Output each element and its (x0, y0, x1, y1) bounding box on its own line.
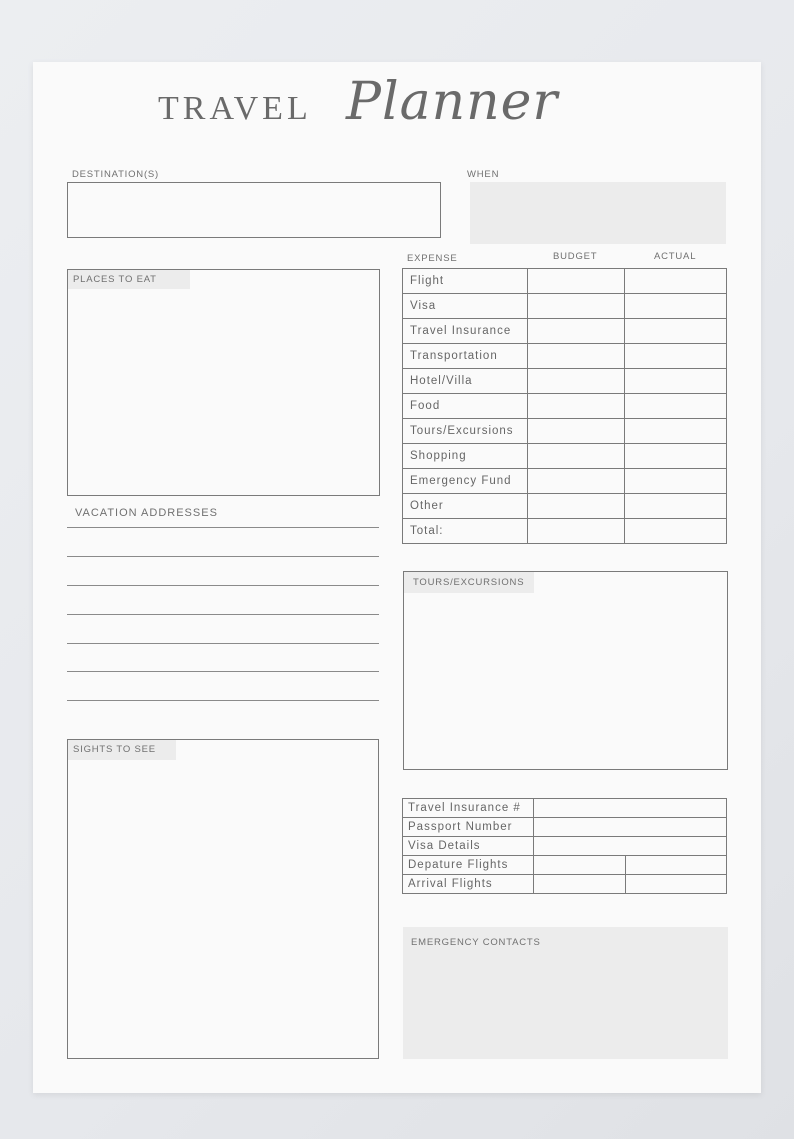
table-row (403, 799, 727, 818)
budget-cell[interactable] (527, 444, 625, 469)
planner-sheet (33, 62, 761, 1093)
destination-label: DESTINATION(S) (72, 169, 160, 180)
actual-cell[interactable] (625, 319, 727, 344)
actual-cell[interactable] (625, 469, 727, 494)
table-row (403, 494, 727, 519)
address-line[interactable] (67, 614, 379, 615)
actual-cell[interactable] (625, 419, 727, 444)
expense-name: Visa (403, 294, 528, 319)
info-label: Arrival Flights (403, 875, 534, 894)
emergency-contacts-box[interactable] (403, 927, 728, 1059)
destination-field[interactable] (67, 182, 441, 238)
expense-header: EXPENSE (407, 253, 458, 264)
table-row (403, 319, 727, 344)
expense-name: Shopping (403, 444, 528, 469)
address-line[interactable] (67, 527, 379, 528)
table-row (403, 394, 727, 419)
info-value-cell[interactable] (533, 856, 626, 875)
budget-cell[interactable] (527, 369, 625, 394)
table-row (403, 818, 727, 837)
info-label: Visa Details (403, 837, 534, 856)
info-value-cell[interactable] (533, 875, 626, 894)
table-row (403, 837, 727, 856)
budget-cell[interactable] (527, 469, 625, 494)
expense-name: Transportation (403, 344, 528, 369)
travel-info-table (402, 798, 727, 894)
places-to-eat-label: PLACES TO EAT (68, 270, 190, 289)
sights-to-see-label: SIGHTS TO SEE (68, 740, 176, 760)
table-row (403, 419, 727, 444)
actual-cell[interactable] (625, 344, 727, 369)
table-row (403, 469, 727, 494)
title-travel: TRAVEL (158, 90, 312, 127)
table-row (403, 444, 727, 469)
table-row (403, 344, 727, 369)
actual-cell[interactable] (625, 444, 727, 469)
expense-name: Tours/Excursions (403, 419, 528, 444)
budget-cell[interactable] (527, 494, 625, 519)
actual-total-cell[interactable] (625, 519, 727, 544)
address-line[interactable] (67, 700, 379, 701)
when-field[interactable] (470, 182, 726, 244)
address-line[interactable] (67, 556, 379, 557)
expense-name: Other (403, 494, 528, 519)
emergency-contacts-label: EMERGENCY CONTACTS (411, 937, 541, 948)
expense-name: Flight (403, 269, 528, 294)
table-row (403, 294, 727, 319)
places-to-eat-box[interactable] (67, 269, 380, 496)
budget-cell[interactable] (527, 344, 625, 369)
address-line[interactable] (67, 585, 379, 586)
info-label: Passport Number (403, 818, 534, 837)
expense-name: Hotel/Villa (403, 369, 528, 394)
info-value-cell[interactable] (533, 818, 726, 837)
budget-header: BUDGET (553, 251, 598, 262)
expense-name: Travel Insurance (403, 319, 528, 344)
title-planner: Planner (346, 72, 559, 132)
table-row (403, 369, 727, 394)
vacation-addresses-label: VACATION ADDRESSES (75, 507, 218, 519)
expense-name: Emergency Fund (403, 469, 528, 494)
table-row (403, 269, 727, 294)
budget-cell[interactable] (527, 394, 625, 419)
info-label: Depature Flights (403, 856, 534, 875)
actual-cell[interactable] (625, 269, 727, 294)
actual-header: ACTUAL (654, 251, 697, 262)
actual-cell[interactable] (625, 494, 727, 519)
info-label: Travel Insurance # (403, 799, 534, 818)
actual-cell[interactable] (625, 394, 727, 419)
actual-cell[interactable] (625, 369, 727, 394)
info-value-cell[interactable] (626, 875, 727, 894)
budget-cell[interactable] (527, 419, 625, 444)
table-row (403, 519, 727, 544)
info-value-cell[interactable] (533, 837, 726, 856)
when-label: WHEN (467, 169, 500, 180)
sights-to-see-box[interactable] (67, 739, 379, 1059)
expense-name: Food (403, 394, 528, 419)
budget-cell[interactable] (527, 294, 625, 319)
address-line[interactable] (67, 643, 379, 644)
tours-excursions-box[interactable] (403, 571, 728, 770)
budget-cell[interactable] (527, 269, 625, 294)
tours-excursions-label: TOURS/EXCURSIONS (404, 572, 534, 593)
actual-cell[interactable] (625, 294, 727, 319)
address-line[interactable] (67, 671, 379, 672)
total-label: Total: (403, 519, 528, 544)
table-row (403, 856, 727, 875)
info-value-cell[interactable] (626, 856, 727, 875)
budget-total-cell[interactable] (527, 519, 625, 544)
info-value-cell[interactable] (533, 799, 726, 818)
table-row (403, 875, 727, 894)
budget-cell[interactable] (527, 319, 625, 344)
expense-table (402, 268, 727, 544)
